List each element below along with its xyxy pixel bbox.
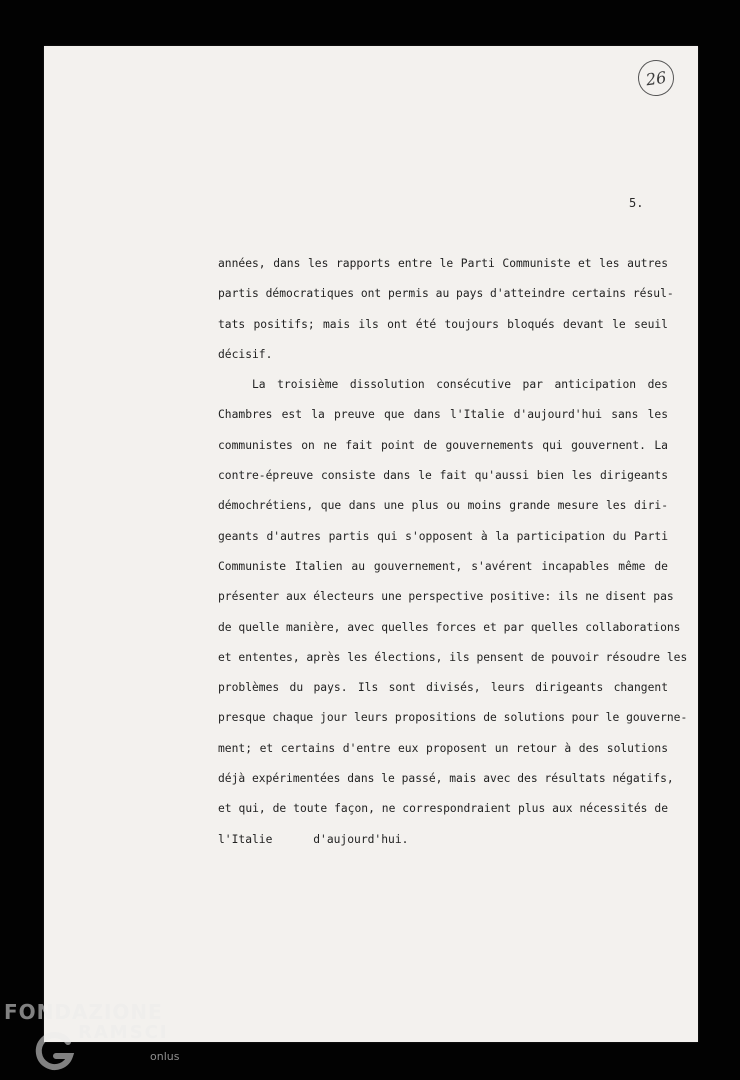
- text-line: et qui, de toute façon, ne correspondraient plus aux nécessités de: [218, 802, 668, 816]
- page-number: 5.: [629, 196, 644, 210]
- text-line: l'Italie d'aujourd'hui.: [218, 832, 409, 846]
- text-line: Communiste Italien au gouvernement, s'avérent incapables même de: [218, 559, 668, 573]
- text-line: partis démocratiques ont permis au pays d'atteindre certains résul-: [218, 287, 674, 301]
- text-line: contre-épreuve consiste dans le fait qu'aussi bien les dirigeants: [218, 469, 668, 483]
- stamp-number: 26: [644, 67, 668, 89]
- text-line: années, dans les rapports entre le Parti Communiste et les autres: [218, 257, 668, 270]
- text-line: démochrétiens, que dans une plus ou moins grande mesure les diri-: [218, 499, 668, 513]
- watermark-line-1: FONDAZIONE: [4, 1000, 163, 1024]
- watermark-line-2: RAMSCI: [78, 1022, 169, 1043]
- watermark-line-3: onlus: [150, 1050, 180, 1063]
- body-text: [218, 252, 688, 858]
- text-line: ment; et certains d'entre eux proposent un retour à des solutions: [218, 741, 668, 755]
- text-line: déjà expérimentées dans le passé, mais avec des résultats négatifs,: [218, 772, 674, 786]
- text-line: présenter aux électeurs une perspective positive: ils ne disent pas: [218, 590, 674, 604]
- text-line: La troisième dissolution consécutive par anticipation des: [252, 378, 668, 392]
- text-line: et ententes, après les élections, ils pensent de pouvoir résoudre les: [218, 650, 688, 664]
- text-line: décisif.: [218, 347, 273, 361]
- text-line: presque chaque jour leurs propositions de solutions pour le gouverne-: [218, 711, 688, 725]
- fondazione-gramsci-watermark: [4, 1000, 194, 1080]
- gramsci-g-logo-icon: [32, 1030, 76, 1074]
- text-line: problèmes du pays. Ils sont divisés, leurs dirigeants changent: [218, 681, 668, 695]
- text-line: communistes on ne fait point de gouvernements qui gouvernent. La: [218, 438, 668, 452]
- text-line: Chambres est la preuve que dans l'Italie d'aujourd'hui sans les: [218, 408, 668, 422]
- text-line: de quelle manière, avec quelles forces et par quelles collaborations: [218, 620, 681, 634]
- text-line: tats positifs; mais ils ont été toujours bloqués devant le seuil: [218, 317, 668, 331]
- text-line: geants d'autres partis qui s'opposent à la participation du Parti: [218, 529, 668, 543]
